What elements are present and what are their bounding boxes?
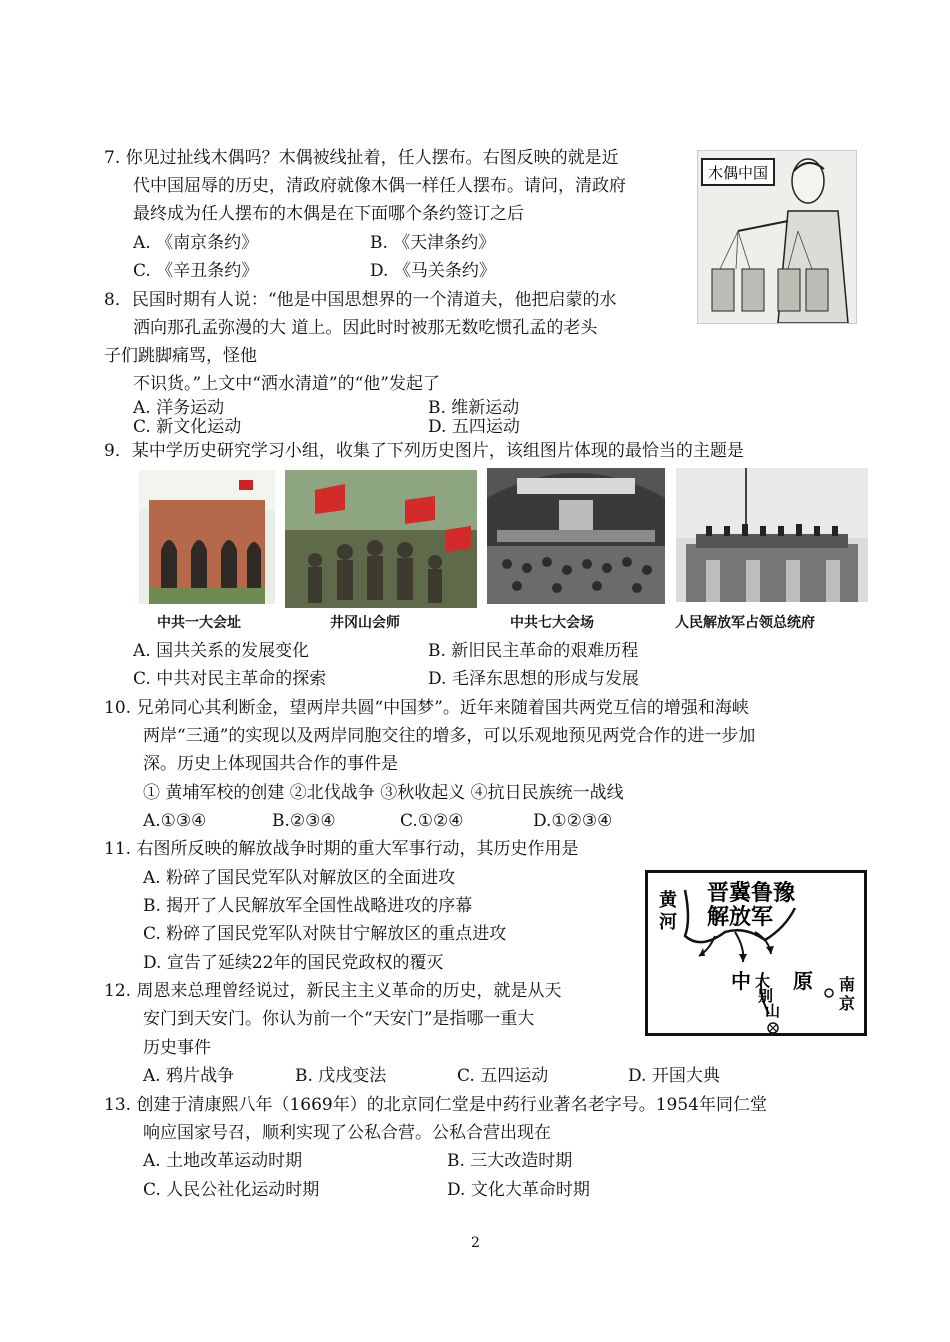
q10-option-d: D.①②③④ (533, 811, 613, 831)
map-zhong-label: 中 (731, 969, 751, 993)
puppet-china-figure (697, 150, 857, 324)
q12-line-1: 12. 周恩来总理曾经说过，新民主主义革命的历史，就是从天 (104, 981, 562, 1001)
q9-line-1: 9．某中学历史研究学习小组，收集了下列历史图片，该组图片体现的最恰当的主题是 (104, 441, 744, 461)
q8-line-2: 洒向那孔孟弥漫的大 道上。因此时时被那无数吃惯孔孟的老头 (133, 318, 598, 338)
map-yuan-label: 原 (793, 969, 813, 993)
q7-line-2: 代中国屈辱的历史，清政府就像木偶一样任人摆布。请问，清政府 (133, 176, 626, 196)
map-nanjing-label-2: 京 (839, 994, 856, 1013)
q9-option-d: D. 毛泽东思想的形成与发展 (428, 669, 639, 689)
q10-option-b: B.②③④ (272, 811, 336, 831)
q9-option-c: C. 中共对民主革命的探索 (133, 669, 327, 689)
map-army-label-1: 晋冀鲁豫 (707, 881, 796, 906)
q8-line-4: 不识货。”上文中“洒水清道”的“他”发起了 (133, 374, 440, 394)
q7-line-3: 最终成为任人摆布的木偶是在下面哪个条约签订之后 (133, 204, 524, 224)
puppet-illustration (698, 151, 856, 323)
q11-option-d: D. 宣告了延续22年的国民党政权的覆灭 (143, 953, 444, 973)
map-dabie-label-1: 大 (755, 972, 771, 990)
q8-line-1: 8．民国时期有人说：“他是中国思想界的一个清道夫，他把启蒙的水 (104, 290, 617, 310)
q11-option-a: A. 粉碎了国民党军队对解放区的全面进攻 (143, 868, 456, 888)
caption-pla-presidential-palace: 人民解放军占领总统府 (675, 615, 815, 631)
q13-option-c: C. 人民公社化运动时期 (143, 1180, 320, 1200)
q12-option-b: B. 戊戌变法 (295, 1066, 387, 1086)
q10-line-4: ① 黄埔军校的创建 ②北伐战争 ③秋收起义 ④抗日民族统一战线 (143, 783, 624, 803)
q8-option-a: A. 洋务运动 (133, 398, 225, 418)
caption-jinggangshan-meeting: 井冈山会师 (330, 615, 400, 631)
q10-line-1: 10. 兄弟同心其利断金，望两岸共圆“中国梦”。近年来随着国共两党互信的增强和海峡 (104, 698, 749, 718)
map-nanjing-label-1: 南 (839, 975, 856, 994)
photo-jinggangshan-meeting (285, 470, 477, 608)
q12-option-d: D. 开国大典 (628, 1066, 720, 1086)
map-army-label-2: 解放军 (707, 905, 774, 930)
q12-option-c: C. 五四运动 (457, 1066, 549, 1086)
puppet-figure-label: 木偶中国 (707, 164, 769, 182)
q13-option-b: B. 三大改造时期 (447, 1151, 573, 1171)
map-dabie-label-2: 别 (758, 987, 774, 1005)
q13-option-d: D. 文化大革命时期 (447, 1180, 590, 1200)
q9-option-b: B. 新旧民主革命的艰难历程 (428, 641, 639, 661)
caption-seventh-congress-hall: 中共七大会场 (510, 615, 594, 631)
q13-line-1: 13. 创建于清康熙八年（1669年）的北京同仁堂是中药行业著名老字号。1954年同仁堂 (104, 1095, 767, 1115)
q12-line-2: 安门到天安门。你认为前一个“天安门”是指哪一重大 (143, 1009, 535, 1029)
q7-option-b: B. 《天津条约》 (370, 233, 496, 253)
q11-option-c: C. 粉碎了国民党军队对陕甘宁解放区的重点进攻 (143, 924, 507, 944)
photo-pla-presidential-palace (676, 468, 868, 602)
page-number: 2 (471, 1235, 480, 1251)
q10-option-a: A.①③④ (143, 811, 207, 831)
q7-option-c: C. 《辛丑条约》 (133, 261, 259, 281)
photo-seventh-congress-hall (487, 468, 665, 604)
q13-option-a: A. 土地改革运动时期 (143, 1151, 303, 1171)
q8-line-3: 子们跳脚痛骂，怪他 (104, 346, 257, 366)
march-map-figure (645, 870, 867, 1036)
map-river-label-2: 河 (659, 912, 677, 933)
q7-option-a: A. 《南京条约》 (133, 233, 259, 253)
q8-option-c: C. 新文化运动 (133, 417, 242, 437)
q8-option-d: D. 五四运动 (428, 417, 520, 437)
map-river-label-1: 黄 (659, 890, 677, 911)
q10-option-c: C.①②④ (400, 811, 464, 831)
q10-line-2: 两岸“三通”的实现以及两岸同胞交往的增多，可以乐观地预见两党合作的进一步加 (143, 726, 756, 746)
q7-line-1: 7. 你见过扯线木偶吗？木偶被线扯着，任人摆布。右图反映的就是近 (104, 148, 619, 168)
q11-line-1: 11. 右图所反映的解放战争时期的重大军事行动，其历史作用是 (104, 839, 579, 859)
q9-option-a: A. 国共关系的发展变化 (133, 641, 310, 661)
photo-first-congress-site (139, 470, 275, 604)
q12-line-3: 历史事件 (143, 1038, 211, 1058)
q13-line-2: 响应国家号召，顺利实现了公私合营。公私合营出现在 (143, 1123, 551, 1143)
caption-first-congress-site: 中共一大会址 (157, 615, 241, 631)
q7-option-d: D. 《马关条约》 (370, 261, 496, 281)
q10-line-3: 深。历史上体现国共合作的事件是 (143, 754, 398, 774)
q11-option-b: B. 揭开了人民解放军全国性战略进攻的序幕 (143, 896, 473, 916)
map-dabie-label-3: 山 (765, 1002, 781, 1020)
q12-option-a: A. 鸦片战争 (143, 1066, 235, 1086)
q8-option-b: B. 维新运动 (428, 398, 520, 418)
